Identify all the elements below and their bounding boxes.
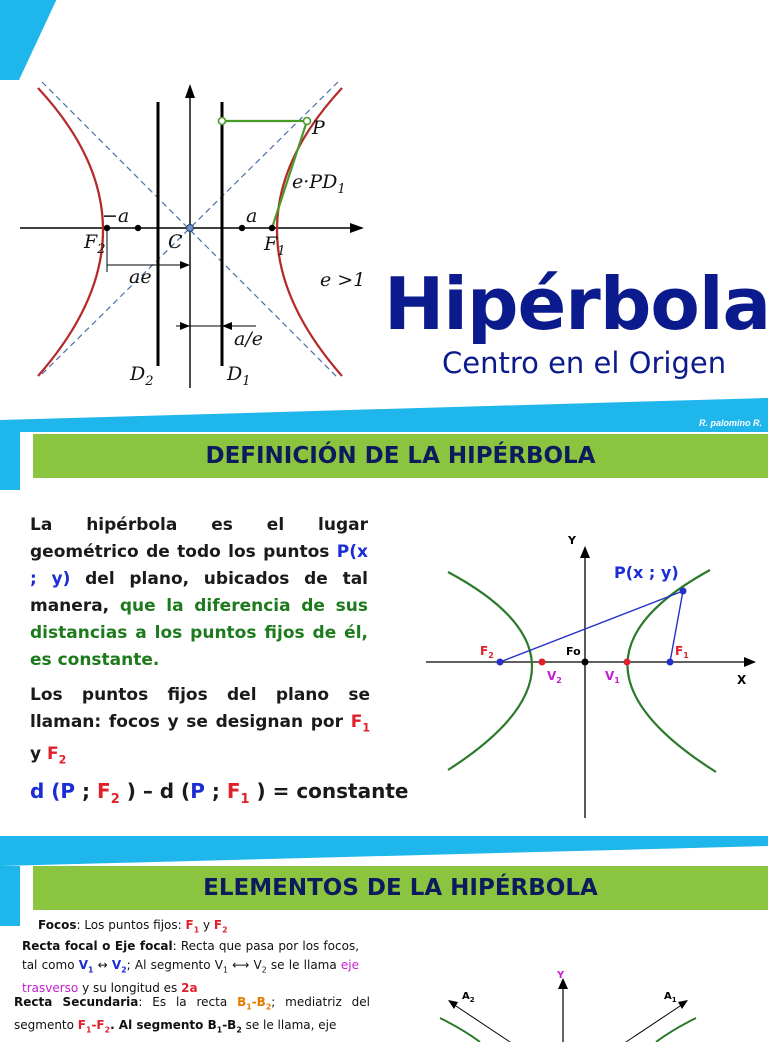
- point-a: [239, 225, 245, 231]
- def-label-p: P(x ; y): [614, 563, 679, 582]
- label-ae: ae: [129, 266, 152, 288]
- recta-focal-paragraph: Recta focal o Eje focal: Recta que pasa por los focos, tal como $V_1$ ↔ $V_2$; Al segmento $V_1$ ⟷ $V_2$ se le llama eje trasverso y su longitud es 2a: [22, 939, 360, 996]
- d1-foot-point: [219, 118, 226, 125]
- definition-credit: R. palomino R.: [699, 818, 762, 828]
- definition-header: DEFINICIÓN DE LA HIPÉRBOLA: [33, 434, 768, 478]
- point-f1: [269, 225, 275, 231]
- el-a1-arrow: [678, 1000, 688, 1009]
- def-point-origin: [582, 659, 589, 666]
- definition-paragraph: La hipérbola es el lugar geométrico de todo los puntos P(x ; y) del plano, ubicados de tal manera, que la diferencia de sus distancias a los puntos fijos de él, es constante.: [30, 515, 368, 670]
- elements-header: ELEMENTOS DE LA HIPÉRBOLA: [33, 866, 768, 910]
- focos-line: Focos: Los puntos fijos: $F_1$ y $F_2$: [38, 918, 228, 935]
- label-minus-a: −a: [102, 205, 130, 227]
- def-label-f1: $F_1$: [675, 644, 689, 660]
- label-f1: $F_1$: [264, 233, 286, 259]
- label-d2: $D_2$: [130, 363, 154, 389]
- y-axis-arrow: [185, 84, 195, 98]
- def-point-f2: [497, 659, 504, 666]
- definition-left-accent: [0, 432, 20, 490]
- def-right-branch: [627, 570, 716, 772]
- cover-slide: [0, 0, 768, 432]
- focus-f1-text: $F_1$: [350, 712, 370, 735]
- elements-left-accent: [0, 866, 20, 926]
- a-over-e-arrow-left: [180, 322, 190, 330]
- el-a2-arrow: [448, 1000, 458, 1009]
- def-label-fo: Fo: [566, 645, 581, 658]
- label-a: a: [246, 205, 258, 227]
- def-point-p: [680, 588, 687, 595]
- def-pf2-line: [500, 591, 683, 662]
- el-label-y: Y: [557, 970, 565, 981]
- el-label-a1: $A_1$: [664, 991, 677, 1004]
- label-e-pd1: $e\cdot PD_1$: [292, 171, 346, 197]
- def-point-v1: [624, 659, 631, 666]
- elements-slide: [0, 836, 768, 1035]
- label-e-gt-1: e >1: [320, 269, 366, 291]
- el-left-branch: [440, 1018, 480, 1042]
- definition-graph: [418, 528, 768, 828]
- def-label-v2: $V_2$: [547, 669, 562, 685]
- point-minus-a: [135, 225, 141, 231]
- definition-formula: d (P ; $F_2$ ) – d (P ; $F_1$ ) = constante: [30, 779, 409, 807]
- el-label-a2: $A_2$: [462, 991, 475, 1004]
- hyperbola-directrix-diagram: [0, 0, 380, 400]
- label-a-over-e: a/e: [234, 328, 263, 350]
- definition-key-phrase: que la diferencia de sus distancias a los puntos fijos de él, es constante.: [30, 596, 368, 670]
- el-asymptote-2: [450, 1002, 510, 1042]
- point-p-text: P(x ; y): [30, 542, 368, 589]
- cover-title: Hipérbola: [384, 262, 770, 346]
- def-label-v1: $V_1$: [605, 669, 620, 685]
- x-axis-arrow: [350, 223, 364, 233]
- label-c: C: [168, 231, 183, 253]
- cover-credit: R. palomino R.: [699, 418, 762, 428]
- label-f2: $F_2$: [84, 231, 106, 257]
- def-x-arrow: [744, 657, 756, 667]
- definition-slide: [0, 432, 768, 836]
- def-point-f1: [667, 659, 674, 666]
- def-label-x: X: [737, 673, 747, 687]
- ae-arrow: [180, 261, 190, 269]
- el-asymptote-1: [626, 1002, 686, 1042]
- def-left-branch: [448, 572, 532, 770]
- def-point-v2: [539, 659, 546, 666]
- label-d1: $D_1$: [227, 363, 251, 389]
- elements-graph: [420, 962, 750, 1042]
- def-y-arrow: [580, 546, 590, 558]
- def-label-y: Y: [568, 534, 576, 547]
- cover-subtitle: Centro en el Origen: [442, 346, 727, 380]
- foci-paragraph: Los puntos fijos del plano se llaman: focos y se designan por $F_1$ y $F_2$: [30, 685, 370, 767]
- point-p: [304, 118, 311, 125]
- el-right-branch: [656, 1018, 696, 1042]
- def-label-f2: $F_2$: [480, 644, 494, 660]
- label-p: P: [312, 117, 325, 139]
- focus-f2-text: $F_2$: [47, 744, 67, 767]
- hyperbola-right-branch: [277, 88, 342, 376]
- point-center: [187, 225, 194, 232]
- recta-secundaria-paragraph: Recta Secundaria: Es la recta $B_1-B_2$; mediatriz del segmento $F_1-F_2$. Al segmento $B_1-B_2$ se le llama, eje: [14, 995, 370, 1035]
- elements-credit: R. palomino R.: [699, 852, 762, 862]
